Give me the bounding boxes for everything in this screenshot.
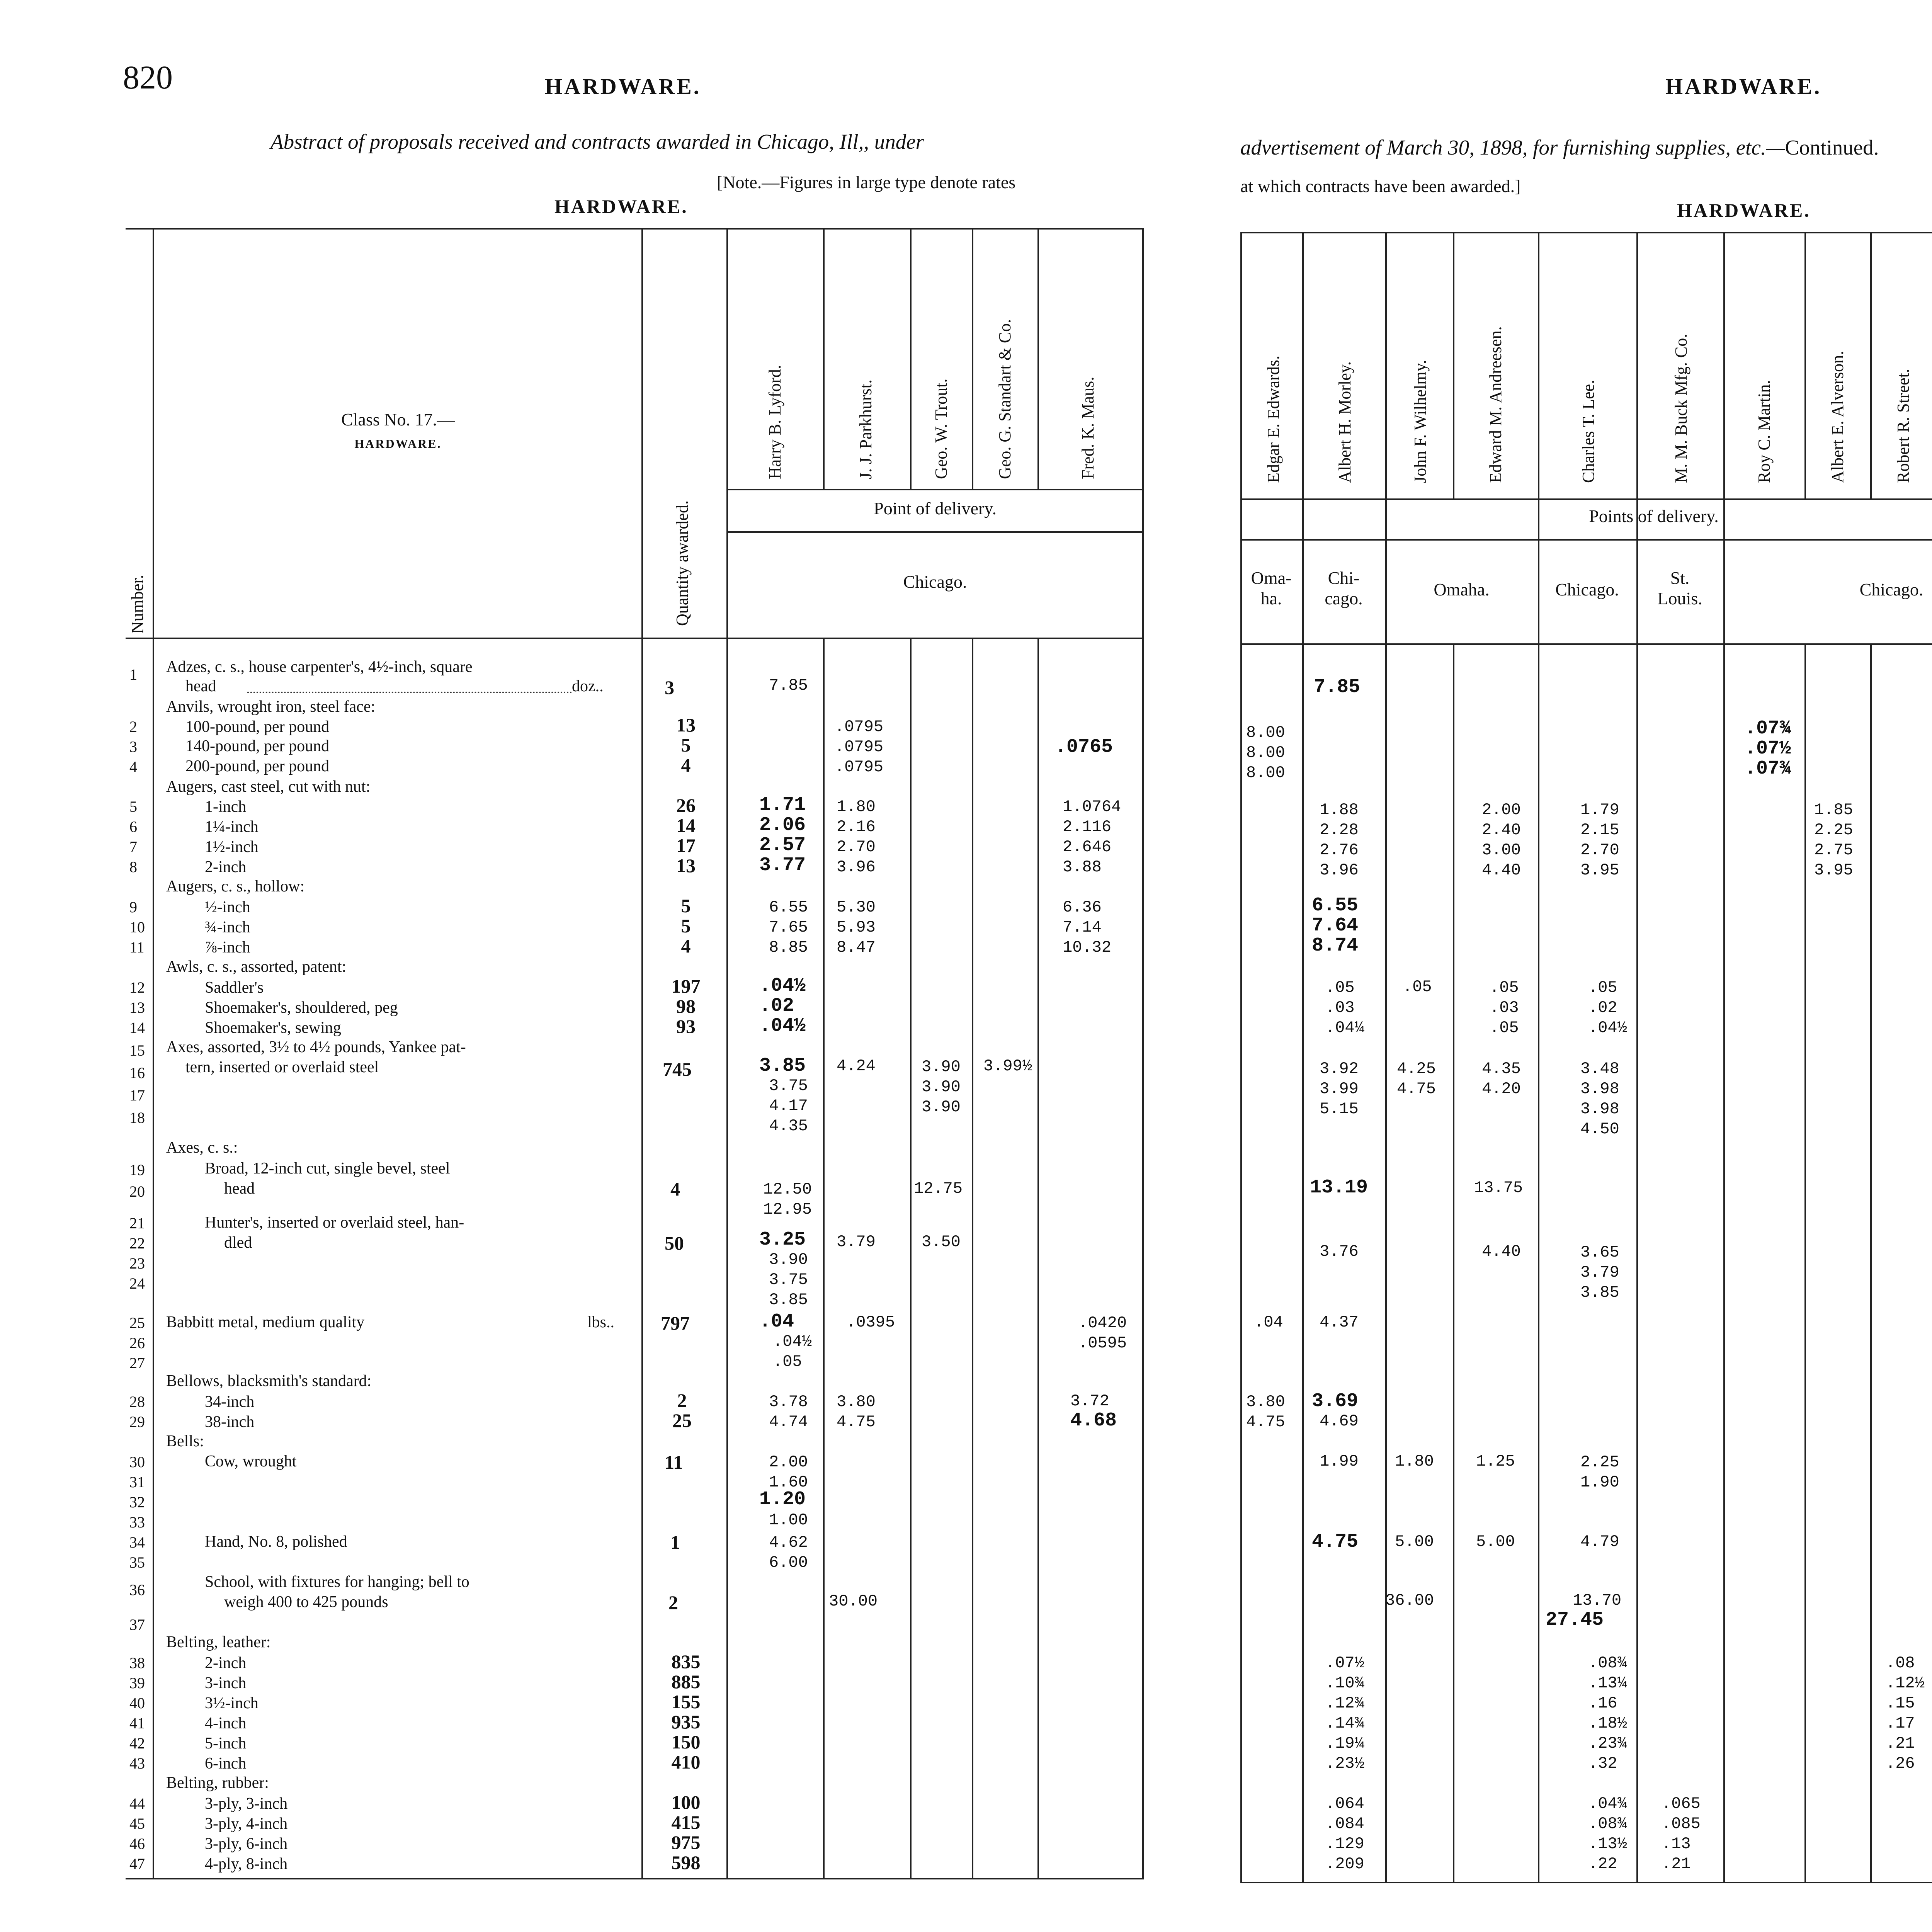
bidder-name: Albert E. Alverson.	[1828, 350, 1847, 483]
quantity-value: 197 98 93	[671, 975, 701, 1037]
unit-label: lbs..	[587, 1313, 615, 1331]
row-description: Adzes, c. s., house carpenter's, 4½-inch, square	[166, 658, 473, 676]
row-description: Cow, wrought	[205, 1452, 297, 1470]
bid-value: 12.75	[914, 1179, 963, 1198]
bidder-name: Charles T. Lee.	[1579, 379, 1598, 483]
delivery-point: Omaha.	[1434, 580, 1490, 599]
row-number: 12 13 14	[129, 979, 145, 1036]
note-right: at which contracts have been awarded.]	[1240, 176, 1521, 196]
bid-value: 4.24	[837, 1057, 876, 1075]
bid-value: 3.90 3.75 3.85	[769, 1250, 808, 1309]
row-number: 28 29	[129, 1393, 145, 1430]
bidder-name: Albert H. Morley.	[1335, 361, 1354, 483]
rule	[1538, 232, 1539, 1882]
row-description: School, with fixtures for hanging; bell to	[205, 1573, 469, 1591]
bid-value: 4.75	[1312, 1531, 1359, 1553]
row-description: Axes, c. s.:	[166, 1139, 238, 1156]
bid-value: 3.80 4.75	[837, 1393, 876, 1431]
class-label: Class No. 17.—	[341, 410, 455, 429]
right-running-head: HARDWARE.	[1665, 74, 1822, 99]
bid-value: 2.00 1.60	[769, 1453, 808, 1492]
quantity-value: 2 25	[672, 1389, 692, 1431]
quantity-value: 2	[668, 1592, 678, 1613]
row-number: 34 35	[129, 1534, 145, 1571]
row-number: 36 37	[129, 1581, 145, 1633]
bid-value: .04¾ .08¾ .13½ .22	[1588, 1794, 1627, 1873]
leader-dots	[247, 692, 572, 693]
row-description: Bells:	[166, 1432, 204, 1450]
abstract-continued	[1240, 135, 1879, 160]
rule	[1240, 232, 1242, 1882]
row-description: 100-pound, per pound	[185, 718, 330, 736]
bid-value: 4.68	[1070, 1410, 1117, 1432]
rule	[126, 228, 1144, 230]
row-description: ½-inch ¾-inch ⅞-inch	[205, 898, 250, 956]
bidder-name: John F. Wilhelmy.	[1411, 360, 1430, 483]
bid-value: 3.78 4.74	[769, 1393, 808, 1431]
bid-value: .0765	[1055, 736, 1113, 758]
bidder-name: Edward M. Andreesen.	[1486, 326, 1505, 483]
row-description: Bellows, blacksmith's standard:	[166, 1372, 372, 1390]
rule	[726, 228, 728, 1878]
row-description: Hunter's, inserted or overlaid steel, han-	[205, 1214, 464, 1231]
bid-value: .0420 .0595	[1078, 1314, 1127, 1352]
rule	[972, 228, 973, 489]
bid-value: 2.25 1.90	[1580, 1453, 1619, 1492]
row-description: dled	[224, 1234, 252, 1252]
delivery-point: Oma- ha.	[1251, 568, 1292, 608]
bid-value: 7.85	[1314, 676, 1361, 698]
row-description: Anvils, wrought iron, steel face:	[166, 698, 376, 716]
rule	[823, 228, 825, 489]
bid-value: .0395	[846, 1313, 895, 1332]
bid-value: .08¾ .13¼ .16 .18½ .23¾ .32	[1588, 1654, 1627, 1773]
quantity-value: 100 415 975 598	[671, 1791, 701, 1873]
bidder-name: M. M. Buck Mfg. Co.	[1672, 333, 1690, 483]
bid-value: 3.65 3.79 3.85	[1580, 1243, 1619, 1302]
bid-value: .064 .084 .129 .209	[1325, 1794, 1364, 1873]
row-number: 15 16 17 18	[129, 1042, 145, 1126]
bid-value: .0795 .0795 .0795	[835, 718, 884, 776]
row-description: Saddler's Shoemaker's, shouldered, peg Shoemaker's, sewing	[205, 979, 398, 1037]
bid-value: 4.37	[1320, 1313, 1359, 1332]
bid-value: 4.35 4.20	[1482, 1060, 1521, 1098]
bid-value: 7.85	[769, 676, 808, 695]
delivery-point: St. Louis.	[1657, 568, 1702, 608]
note-left: [Note.—Figures in large type denote rates	[717, 172, 1016, 192]
rule	[1037, 228, 1039, 489]
bid-value: 5.00	[1395, 1532, 1434, 1551]
bid-value: 3.85	[759, 1055, 806, 1077]
rule	[910, 638, 912, 1878]
rule	[726, 489, 1144, 490]
bid-value: 3.76	[1320, 1242, 1359, 1261]
bid-value: 6.55 7.64 8.74	[1312, 895, 1359, 957]
bidder-name: Geo. G. Standart & Co.	[995, 319, 1014, 479]
unit-label: doz..	[572, 677, 604, 695]
bidder-name: Fred. K. Maus.	[1078, 376, 1097, 479]
bid-value: 4.79	[1580, 1532, 1619, 1551]
bid-value: 5.30 5.93 8.47	[837, 898, 876, 957]
rule	[1804, 643, 1806, 1882]
rule	[126, 638, 1144, 639]
number-header: Number.	[128, 575, 147, 634]
bid-value: 2.00 2.40 3.00 4.40	[1482, 801, 1521, 879]
delivery-point: Chicago.	[1859, 580, 1923, 599]
delivery-point: Chi- cago.	[1325, 568, 1363, 608]
bid-value: .05 .03 .04¼	[1325, 978, 1364, 1037]
row-number: 30 31 32 33	[129, 1453, 145, 1531]
bid-value: .08 .12½ .15 .17 .21 .26	[1886, 1654, 1925, 1773]
abstract-cont-text: advertisement of March 30, 1898, for furnishing supplies, etc.—	[1240, 136, 1785, 159]
left-section-head: HARDWARE.	[554, 196, 688, 217]
bid-value: 27.45	[1546, 1609, 1604, 1631]
row-number: 2 3 4	[129, 718, 137, 776]
rule	[1240, 1882, 1932, 1883]
right-section-head: HARDWARE.	[1677, 199, 1811, 221]
bid-value: .04½ .02 .04½	[759, 975, 806, 1037]
abstract-title: Abstract of proposals received and contracts awarded in Chicago, Ill,, under	[270, 130, 924, 153]
quantity-value: 5 5 4	[681, 895, 691, 957]
rule	[1453, 643, 1454, 1882]
left-page-number: 820	[123, 59, 173, 96]
bid-value: 1.88 2.28 2.76 3.96	[1320, 801, 1359, 879]
row-description: head	[224, 1180, 255, 1197]
rule	[972, 638, 973, 1878]
bidder-name: Harry B. Lyford.	[765, 365, 784, 479]
bid-value: 1.79 2.15 2.70 3.95	[1580, 801, 1619, 879]
bid-value: 8.00 8.00 8.00	[1246, 723, 1285, 782]
quantity-value: 4	[670, 1178, 680, 1200]
bid-value: 13.19	[1310, 1177, 1368, 1199]
bid-value: 3.92 3.99 5.15	[1320, 1060, 1359, 1118]
bid-value: 6.55 7.65 8.85	[769, 898, 808, 957]
rule	[153, 228, 154, 1878]
bidder-name: Geo. W. Trout.	[932, 378, 951, 479]
bid-value: 1.80 2.16 2.70 3.96	[837, 798, 876, 876]
quantity-value: 11	[665, 1451, 683, 1473]
row-number: 44 45 46 47	[129, 1795, 145, 1872]
quantity-value: 3	[665, 677, 674, 698]
bid-value: 1.25	[1476, 1452, 1515, 1471]
bid-value: 1.85 2.25 2.75 3.95	[1814, 801, 1853, 879]
bid-value: 3.48 3.98 3.98 4.50	[1580, 1060, 1619, 1138]
row-description: Babbitt metal, medium quality	[166, 1313, 365, 1331]
row-description: Hand, No. 8, polished	[205, 1533, 347, 1551]
class-sub: HARDWARE.	[354, 437, 442, 451]
row-description: 140-pound, per pound	[185, 737, 330, 755]
left-running-head: HARDWARE.	[545, 74, 701, 99]
bid-value: .07¾ .07½ .07¾	[1745, 718, 1791, 780]
quantity-value: 13 5 4	[676, 714, 696, 776]
rule	[726, 531, 1144, 533]
delivery-point: Chicago.	[1555, 580, 1619, 599]
continued-label: Continued.	[1785, 136, 1879, 159]
quantity-header: Quantity awarded.	[673, 500, 692, 626]
rule	[1804, 232, 1806, 498]
row-description: Broad, 12-inch cut, single bevel, steel	[205, 1160, 450, 1177]
bid-value: 1.99	[1320, 1452, 1359, 1471]
quantity-value: 797	[661, 1312, 690, 1334]
bid-value: .04½ .05	[773, 1332, 812, 1371]
rule	[1870, 643, 1872, 1882]
bid-value: 3.72	[1070, 1392, 1109, 1410]
row-description: 34-inch 38-inch	[205, 1393, 255, 1431]
rule	[910, 228, 912, 489]
bidder-name: Edgar E. Edwards.	[1264, 355, 1283, 483]
row-number: 1	[129, 666, 137, 683]
bid-value: 3.99½	[983, 1057, 1032, 1075]
bidder-name: Robert R. Street.	[1894, 369, 1913, 483]
bid-value: 3.50	[922, 1233, 961, 1251]
row-description: 1-inch 1¼-inch 1½-inch 2-inch	[205, 798, 259, 876]
row-description: Axes, assorted, 3½ to 4½ pounds, Yankee pat-	[166, 1038, 466, 1056]
bid-value: .05	[1403, 978, 1432, 996]
row-description: 2-inch 3-inch 3½-inch 4-inch 5-inch 6-inch	[205, 1654, 259, 1772]
bidder-name: J. J. Parkhurst.	[856, 379, 875, 479]
bid-value: 4.40	[1482, 1242, 1521, 1261]
bid-value: .04	[759, 1311, 794, 1333]
bid-value: 6.36 7.14 10.32	[1063, 898, 1112, 957]
bid-value: 1.80	[1395, 1452, 1434, 1471]
rule	[1453, 232, 1454, 498]
bid-value: 1.0764 2.116 2.646 3.88	[1063, 798, 1121, 876]
rule	[1385, 232, 1387, 1882]
quantity-value: 50	[665, 1232, 684, 1254]
bid-value: 13.75	[1474, 1179, 1523, 1197]
delivery-label: Points of delivery.	[1589, 506, 1719, 526]
row-description: tern, inserted or overlaid steel	[185, 1058, 379, 1076]
row-description: Belting, rubber:	[166, 1774, 269, 1792]
row-number: 5 6 7 8	[129, 798, 137, 876]
row-number: 21 22 23 24	[129, 1214, 145, 1292]
rule	[823, 638, 825, 1878]
bid-value: 4.69	[1320, 1412, 1359, 1430]
bid-value: 3.25	[759, 1229, 806, 1251]
bid-value: 4.25 4.75	[1397, 1060, 1436, 1098]
bid-value: 1.71 2.06 2.57 3.77	[759, 794, 806, 876]
bid-value: 5.00	[1476, 1532, 1515, 1551]
rule	[1240, 232, 1932, 233]
row-description: head	[185, 677, 216, 695]
bid-value: 3.90 3.90 3.90	[922, 1058, 961, 1116]
bid-value: 4.62 6.00	[769, 1533, 808, 1572]
quantity-value: 26 14 17 13	[676, 794, 696, 876]
quantity-value: 1	[670, 1531, 680, 1553]
row-description: weigh 400 to 425 pounds	[224, 1593, 388, 1611]
bidder-name: Roy C. Martin.	[1755, 380, 1774, 483]
row-number: 38 39 40 41 42 43	[129, 1654, 145, 1772]
bid-value: 3.69	[1312, 1390, 1359, 1412]
bid-value: 3.79	[837, 1233, 876, 1251]
row-description: 3-ply, 3-inch 3-ply, 4-inch 3-ply, 6-inch 4-ply, 8-inch	[205, 1795, 288, 1873]
rule	[1240, 498, 1932, 500]
bid-value: .07½ .10¾ .12¾ .14¾ .19¼ .23½	[1325, 1654, 1364, 1773]
bid-value: 1.00	[769, 1511, 808, 1529]
bid-value: 36.00	[1385, 1591, 1434, 1610]
rule	[1240, 539, 1932, 541]
bid-value: 12.50 12.95	[763, 1180, 812, 1219]
rule	[641, 228, 643, 1878]
row-description: Awls, c. s., assorted, patent:	[166, 958, 347, 976]
bid-value: .05 .02 .04½	[1588, 978, 1627, 1037]
row-description: Augers, cast steel, cut with nut:	[166, 778, 371, 796]
rule	[1723, 232, 1725, 1882]
rule	[1142, 228, 1144, 1878]
delivery-label: Point of delivery.	[874, 498, 997, 518]
delivery-city: Chicago.	[903, 572, 967, 592]
row-number: 19 20	[129, 1161, 145, 1200]
bid-value: .065 .085 .13 .21	[1662, 1794, 1701, 1873]
bid-value: 3.80 4.75	[1246, 1393, 1285, 1431]
bid-value: .05 .03 .05	[1490, 978, 1519, 1037]
bid-value: 30.00	[829, 1592, 878, 1611]
rule	[1037, 638, 1039, 1878]
rule	[1636, 232, 1638, 1882]
row-number: 9 10 11	[129, 898, 145, 956]
bid-value: .04	[1254, 1313, 1283, 1332]
row-number: 25 26 27	[129, 1314, 145, 1372]
rule	[1302, 232, 1304, 1882]
bid-value: 3.75 4.17 4.35	[769, 1077, 808, 1135]
bid-value: 13.70	[1573, 1591, 1622, 1610]
rule	[1870, 232, 1872, 498]
quantity-value: 835 885 155 935 150 410	[671, 1651, 701, 1773]
bid-value: 1.20	[759, 1488, 806, 1510]
row-description: 200-pound, per pound	[185, 757, 330, 775]
rule	[126, 1878, 1144, 1879]
row-description: Belting, leather:	[166, 1633, 271, 1651]
row-description: Augers, c. s., hollow:	[166, 878, 305, 895]
quantity-value: 745	[663, 1058, 692, 1080]
rule	[1240, 643, 1932, 645]
